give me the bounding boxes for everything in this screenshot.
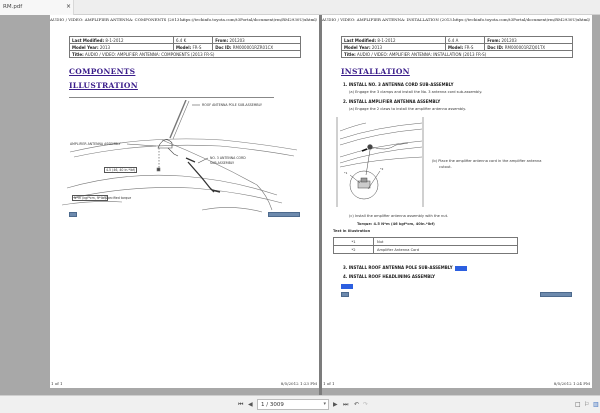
step-2b-instruction-2: cutout. (439, 165, 452, 169)
back-link-button[interactable] (341, 284, 353, 289)
label-antenna-cord-1: NO. 3 ANTENNA CORD (210, 156, 246, 160)
svg-text:*2: *2 (380, 167, 384, 171)
label-amplifier-antenna: AMPLIFIER ANTENNA ASSEMBLY (70, 142, 121, 146)
doc-meta-table: Last Modified: 8-1-2012 6.4 A From: 201203 Model Year: 2013 Model: FR-S Doc ID: RM000001RZQ01TX Title: AUDIO / VIDEO: AMPLIFIER ANTENNA: INSTALLATION (2013 FR-S) (341, 36, 573, 58)
close-icon[interactable]: × (66, 3, 72, 10)
next-page-icon[interactable]: ▶ (333, 401, 338, 408)
chevron-down-icon[interactable]: ▾ (323, 401, 326, 407)
single-page-view-icon[interactable]: □ (575, 401, 581, 408)
step-1-instruction: (a) Engage the 3 clamps and install the No. 3 antenna cord sub-assembly. (349, 90, 483, 94)
first-page-icon[interactable]: ⏮ (238, 401, 244, 408)
running-header: AUDIO / VIDEO: AMPLIFIER ANTENNA: INSTALLATION (2013... https://techinfo.toyota.com/t3Portal/document/rm/RM2930U/xhtml/ (322, 17, 590, 22)
step-2-instruction: (a) Engage the 2 claws to install the amplifier antenna assembly. (349, 107, 466, 111)
last-page-icon[interactable]: ⏭ (343, 401, 349, 408)
svg-text:*1: *1 (344, 171, 348, 175)
heading-illustration[interactable]: ILLUSTRATION (69, 81, 138, 90)
pdf-toolbar (0, 395, 600, 413)
history-forward-icon[interactable]: ↷ (363, 401, 369, 408)
page-footer-right: 8/5/2012 1:24 PM (553, 381, 590, 386)
torque-legend-box: N*m (kgf*cm, ft*lbf) (74, 196, 106, 200)
tab-bar (0, 0, 600, 15)
double-page-view-icon[interactable]: ▥ (593, 401, 599, 408)
nav-toyota-button[interactable] (268, 212, 300, 217)
step-2c-instruction: (c) Install the amplifier antenna assembly with the nut. (349, 214, 449, 218)
page-footer-left: 1 of 1 (323, 381, 335, 386)
doc-meta-table: Last Modified: 8-1-2012 6.4 K From: 201203 Model Year: 2013 Model: FR-S Doc ID: RM000001RZR01CX Title: AUDIO / VIDEO: AMPLIFIER ANTENNA: COMPONENTS (2013 FR-S) (69, 36, 301, 58)
history-back-icon[interactable]: ↶ (354, 401, 360, 408)
step-2b-instruction-1: (b) Place the amplifier antenna cord in the amplifier antenna (432, 159, 542, 163)
illustration-legend-table (333, 237, 518, 254)
text-in-illustration-heading: Text in Illustration (333, 229, 371, 233)
page-installation (322, 15, 592, 388)
page-footer-left: 1 of 1 (51, 381, 63, 386)
page-number-input[interactable]: 1 / 3009 ▾ (257, 399, 329, 410)
page-footer-right: 8/5/2012 1:23 PM (280, 381, 317, 386)
table-row: *2 Amplifier Antenna Cord (334, 246, 518, 254)
page-components (50, 15, 319, 388)
torque-value-box: 4.5 (46, 40 in.*lbf) (106, 168, 136, 172)
step-2-title: 2. INSTALL AMPLIFIER ANTENNA ASSEMBLY (343, 99, 441, 104)
torque-legend-text: : Specified torque (103, 196, 132, 200)
tab-title: RM.pdf (3, 4, 23, 10)
running-header: AUDIO / VIDEO: AMPLIFIER ANTENNA: COMPONENTS (2013 ... https://techinfo.toyota.com/t3Portal/document/rm/RM2930U/xhtml/ (50, 17, 317, 22)
step-1-title: 1. INSTALL NO. 3 ANTENNA CORD SUB-ASSEMBLY (343, 82, 454, 87)
torque-spec: Torque: 4.5 N*m (46 kgf*cm, 40in.*lbf) (357, 222, 435, 226)
bookmark-view-icon[interactable]: ⚐ (584, 401, 590, 408)
label-antenna-cord-2: SUB-ASSEMBLY (210, 161, 235, 165)
nav-prev-button[interactable] (341, 292, 349, 297)
installation-illustration (336, 117, 426, 207)
heading-installation[interactable]: INSTALLATION (341, 67, 410, 76)
label-roof-antenna-pole: ROOF ANTENNA POLE SUB-ASSEMBLY (202, 103, 262, 107)
step-3-link-button[interactable] (455, 266, 467, 271)
step-3-title: 3. INSTALL ROOF ANTENNA POLE SUB-ASSEMBLY (343, 265, 467, 271)
tab-rm-pdf[interactable] (0, 0, 74, 15)
nav-prev-button[interactable] (69, 212, 77, 217)
divider (69, 97, 274, 98)
step-4-title: 4. INSTALL ROOF HEADLINING ASSEMBLY (343, 274, 436, 279)
nav-toyota-button[interactable] (540, 292, 572, 297)
table-row: *1 Nut (334, 238, 518, 246)
heading-components[interactable]: COMPONENTS (69, 67, 136, 76)
document-viewer[interactable] (0, 15, 600, 395)
prev-page-icon[interactable]: ◀ (248, 401, 253, 408)
